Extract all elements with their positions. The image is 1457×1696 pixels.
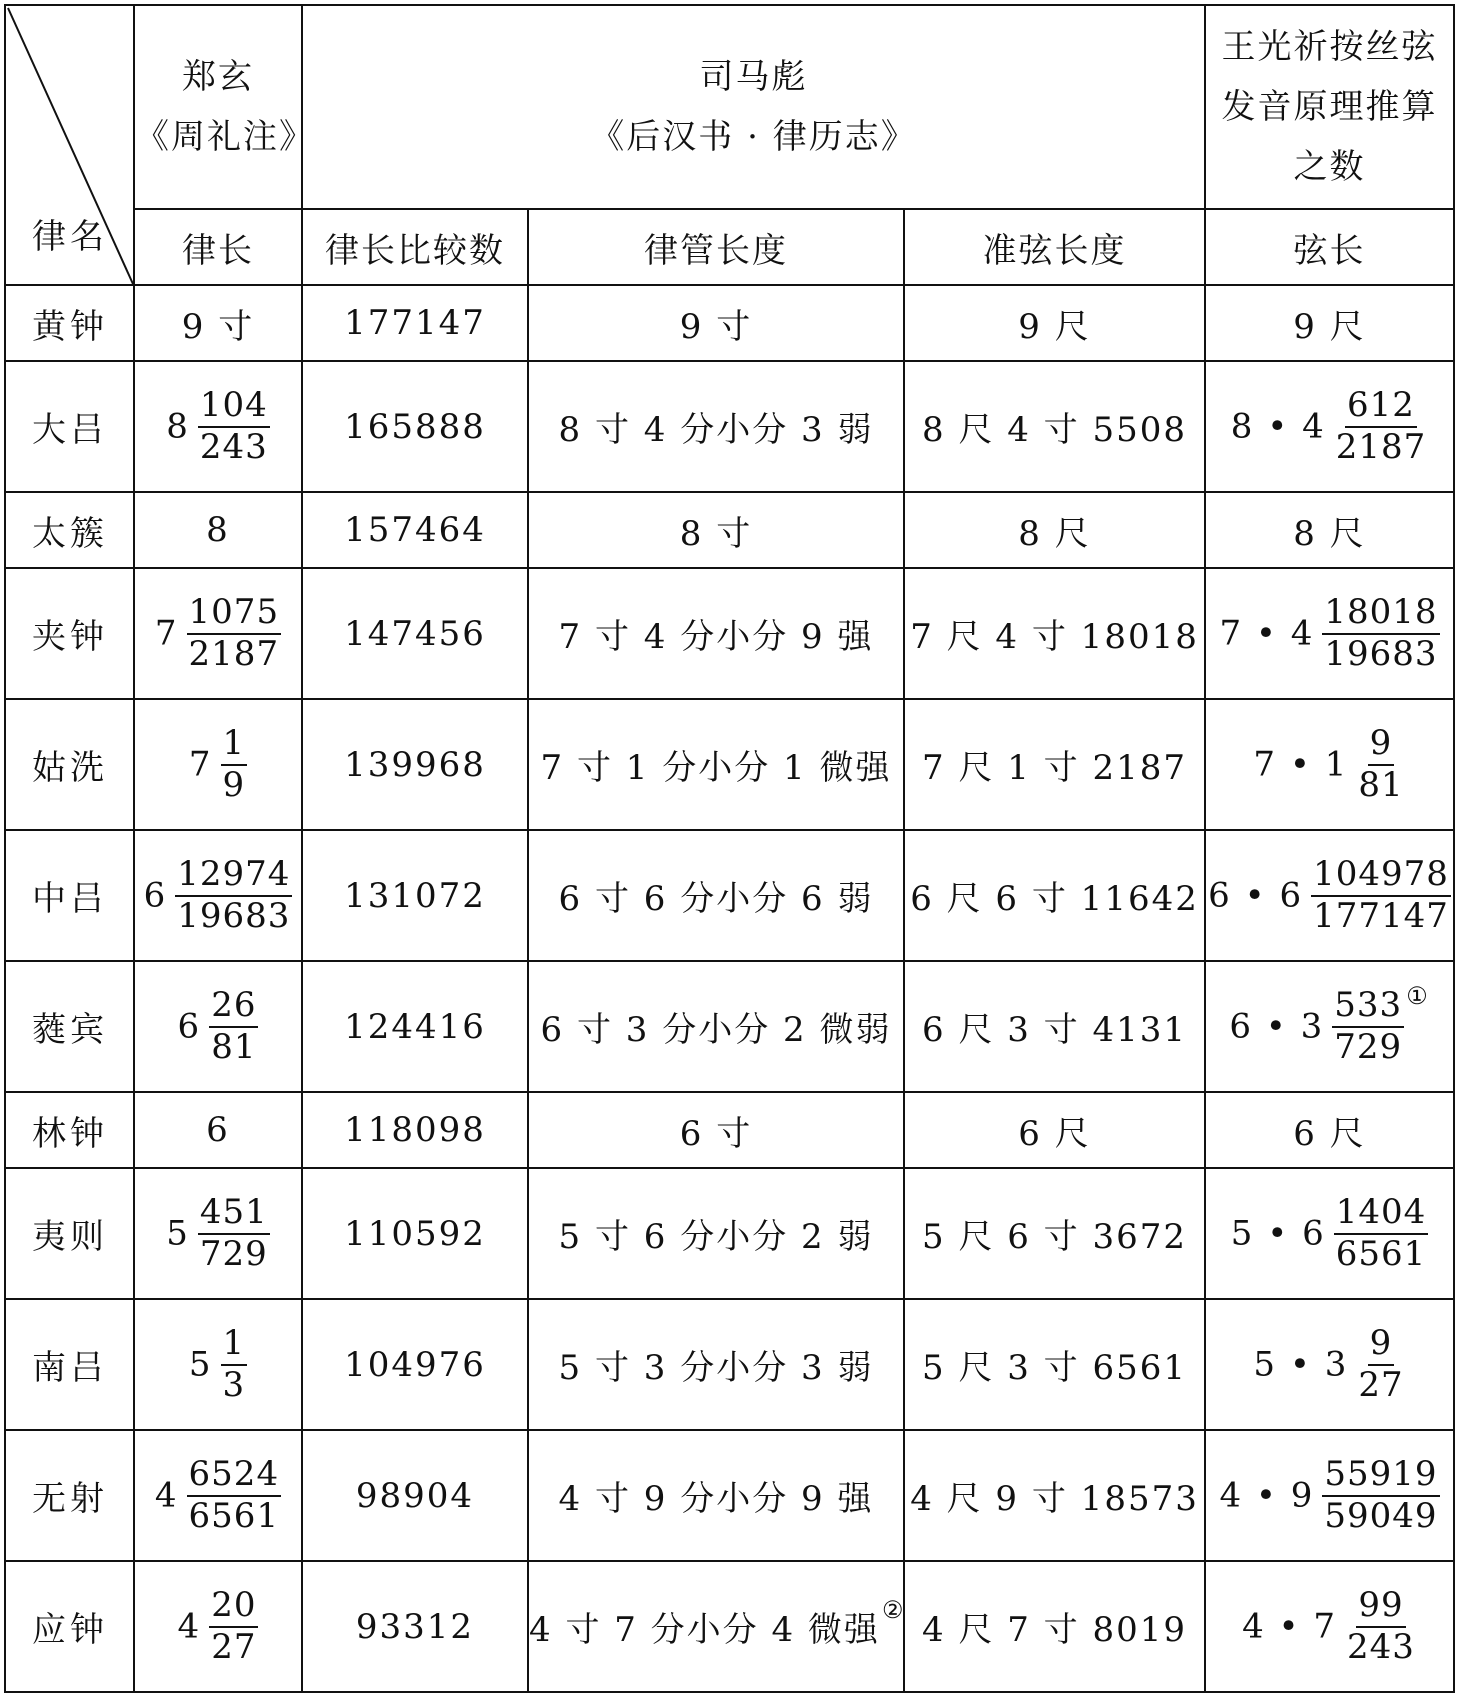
integer-part: 8 [166, 406, 190, 447]
wang-string-length-cell [1205, 568, 1454, 699]
fraction [1311, 853, 1451, 936]
fraction [209, 984, 258, 1067]
string-length-cell: 7 尺 1 寸 2187 [904, 699, 1205, 830]
zheng-lu-length-cell [134, 1168, 302, 1299]
fraction-numerator: 6524 [187, 1457, 282, 1497]
wang-string-length-cell [1205, 1299, 1454, 1430]
cell-value: 6 [206, 1110, 230, 1150]
fraction [198, 384, 270, 467]
lu-name-cell: 夷则 [5, 1168, 134, 1299]
lu-name-cell: 林钟 [5, 1092, 134, 1168]
fraction-denominator: 59049 [1324, 1495, 1438, 1536]
lu-name-cell: 夹钟 [5, 568, 134, 699]
table-row [5, 568, 1454, 699]
ratio-cell: 110592 [302, 1168, 528, 1299]
header-wang-line-1: 王光祈按丝弦 [1221, 27, 1438, 67]
pipe-length-cell: 6 寸 3 分小分 2 微弱 [528, 961, 904, 1092]
zheng-lu-length-cell [134, 1561, 302, 1692]
header-zheng-xuan [134, 5, 315, 209]
header-zheng-source: 《周礼注》 [135, 117, 315, 157]
ratio-cell: 147456 [302, 568, 528, 699]
header-sima-name: 司马彪 [699, 57, 808, 97]
fraction-denominator: 2187 [1335, 426, 1427, 467]
integer-part: 6 • 6 [1208, 875, 1304, 916]
fraction [221, 1322, 248, 1405]
fraction-numerator: 533 [1332, 988, 1404, 1028]
table-row [5, 361, 1454, 492]
cell-value: 4 寸 7 分小分 4 微强 [529, 1610, 880, 1650]
string-length-cell: 6 尺 6 寸 11642 [904, 830, 1205, 961]
fraction [1345, 1584, 1417, 1667]
lu-name-cell: 应钟 [5, 1561, 134, 1692]
pipe-length-cell: 7 寸 1 分小分 1 微强 [528, 699, 904, 830]
wang-string-length-cell [1205, 492, 1454, 568]
header-sima-biao [302, 5, 1205, 209]
subheader-lu-length: 律长 [134, 209, 302, 285]
integer-part: 5 • 3 [1253, 1344, 1349, 1385]
table-row [5, 830, 1454, 961]
fraction-numerator: 612 [1345, 388, 1417, 428]
fraction [187, 1453, 282, 1536]
header-zheng-name: 郑玄 [182, 57, 254, 97]
string-length-cell: 8 尺 4 寸 5508 [904, 361, 1205, 492]
fraction-numerator: 1075 [187, 595, 282, 635]
header-wang-line-3: 之数 [1293, 147, 1366, 187]
cell-value: 9 尺 [1293, 306, 1366, 347]
header-row-2 [5, 209, 1454, 285]
fraction-denominator: 6561 [188, 1495, 280, 1536]
fraction-numerator: 1 [221, 726, 248, 766]
pipe-length-cell: 6 寸 [528, 1092, 904, 1168]
fraction [209, 1584, 258, 1667]
integer-part: 4 • 9 [1219, 1475, 1315, 1516]
table-row [5, 492, 1454, 568]
integer-part: 4 • 7 [1242, 1606, 1338, 1647]
pipe-length-cell: 5 寸 6 分小分 2 弱 [528, 1168, 904, 1299]
table-row [5, 1092, 1454, 1168]
zheng-lu-length-cell [134, 285, 302, 361]
table-row [5, 1299, 1454, 1430]
fraction-denominator: 19683 [1324, 633, 1438, 674]
integer-part: 5 [188, 1344, 213, 1385]
lu-name-cell: 黄钟 [5, 285, 134, 361]
fraction [1332, 984, 1404, 1067]
fraction-numerator: 55919 [1322, 1457, 1439, 1497]
header-row-1 [5, 5, 1454, 209]
fraction-denominator: 243 [199, 426, 268, 467]
subheader-string-length: 准弦长度 [904, 209, 1205, 285]
wang-string-length-cell [1205, 285, 1454, 361]
cell-value: 8 [206, 510, 230, 550]
zheng-lu-length-cell [134, 492, 302, 568]
fraction-numerator: 1404 [1334, 1195, 1429, 1235]
ratio-cell: 165888 [302, 361, 528, 492]
wang-string-length-cell [1205, 699, 1454, 830]
zheng-lu-length-cell [134, 1092, 302, 1168]
fraction-denominator: 9 [222, 764, 246, 805]
lu-length-table [4, 4, 1455, 1693]
fraction-numerator: 104978 [1311, 857, 1451, 897]
integer-part: 4 [154, 1475, 179, 1516]
cell-value: 8 尺 [1293, 513, 1366, 554]
ratio-cell: 124416 [302, 961, 528, 1092]
fraction-numerator: 104 [198, 388, 270, 428]
string-length-cell: 6 尺 3 寸 4131 [904, 961, 1205, 1092]
ratio-cell: 118098 [302, 1092, 528, 1168]
fraction-denominator: 81 [211, 1026, 257, 1067]
wang-string-length-cell [1205, 830, 1454, 961]
fraction-denominator: 729 [1334, 1026, 1403, 1067]
wang-string-length-cell [1205, 1092, 1454, 1168]
wang-string-length-cell [1205, 1168, 1454, 1299]
footnote-marker: ② [881, 1596, 906, 1624]
fraction-numerator: 99 [1356, 1588, 1405, 1628]
fraction-numerator: 451 [198, 1195, 270, 1235]
integer-part: 5 • 6 [1230, 1213, 1326, 1254]
corner-header-cell [5, 5, 134, 285]
fraction [175, 853, 292, 936]
header-wang-line-2: 发音原理推算 [1221, 87, 1438, 127]
ratio-cell: 157464 [302, 492, 528, 568]
lu-name-cell: 南吕 [5, 1299, 134, 1430]
string-length-cell: 9 尺 [904, 285, 1205, 361]
integer-part: 7 • 4 [1219, 613, 1315, 654]
fraction-numerator: 12974 [175, 857, 292, 897]
lu-name-cell: 大吕 [5, 361, 134, 492]
fraction-denominator: 81 [1358, 764, 1404, 805]
string-length-cell: 5 尺 3 寸 6561 [904, 1299, 1205, 1430]
pipe-length-cell: 8 寸 4 分小分 3 弱 [528, 361, 904, 492]
fraction-denominator: 2187 [188, 633, 280, 674]
pipe-length-cell [528, 1561, 904, 1692]
fraction-denominator: 6561 [1335, 1233, 1427, 1274]
ratio-cell: 93312 [302, 1561, 528, 1692]
fraction [1334, 1191, 1429, 1274]
fraction-numerator: 9 [1368, 1326, 1395, 1366]
zheng-lu-length-cell [134, 568, 302, 699]
ratio-cell: 98904 [302, 1430, 528, 1561]
string-length-cell: 4 尺 9 寸 18573 [904, 1430, 1205, 1561]
integer-part: 6 [177, 1006, 202, 1047]
pipe-length-cell: 7 寸 4 分小分 9 强 [528, 568, 904, 699]
table-row [5, 1168, 1454, 1299]
string-length-cell: 6 尺 [904, 1092, 1205, 1168]
string-length-cell: 5 尺 6 寸 3672 [904, 1168, 1205, 1299]
subheader-ratio: 律长比较数 [302, 209, 528, 285]
integer-part: 7 • 1 [1253, 744, 1349, 785]
fraction-denominator: 243 [1347, 1626, 1415, 1667]
header-sima-source: 《后汉书 · 律历志》 [590, 117, 917, 157]
zheng-lu-length-cell [134, 961, 302, 1092]
zheng-lu-length-cell [134, 361, 302, 492]
integer-part: 5 [166, 1213, 190, 1254]
integer-part: 7 [188, 744, 213, 785]
pipe-length-cell: 6 寸 6 分小分 6 弱 [528, 830, 904, 961]
string-length-cell: 4 尺 7 寸 8019 [904, 1561, 1205, 1692]
lu-name-cell: 姑洗 [5, 699, 134, 830]
table-row [5, 1430, 1454, 1561]
fraction-numerator: 1 [221, 1326, 248, 1366]
zheng-lu-length-cell [134, 830, 302, 961]
fraction [198, 1191, 270, 1274]
cell-value: 9 寸 [181, 306, 255, 347]
wang-string-length-cell [1205, 361, 1454, 492]
fraction-denominator: 19683 [177, 895, 291, 936]
corner-label: 律名 [32, 217, 108, 257]
fraction-denominator: 3 [222, 1364, 246, 1405]
zheng-lu-length-cell [134, 1430, 302, 1561]
fraction-numerator: 26 [209, 988, 258, 1028]
fraction-numerator: 9 [1368, 726, 1395, 766]
lu-name-cell: 蕤宾 [5, 961, 134, 1092]
fraction [1322, 591, 1439, 674]
integer-part: 6 [143, 875, 168, 916]
fraction [1322, 1453, 1439, 1536]
zheng-lu-length-cell [134, 1299, 302, 1430]
fraction-denominator: 729 [199, 1233, 268, 1274]
fraction-denominator: 27 [211, 1626, 257, 1667]
ratio-cell: 104976 [302, 1299, 528, 1430]
string-length-cell: 8 尺 [904, 492, 1205, 568]
pipe-length-cell: 5 寸 3 分小分 3 弱 [528, 1299, 904, 1430]
integer-part: 7 [154, 613, 179, 654]
fraction-numerator: 20 [209, 1588, 258, 1628]
fraction-denominator: 27 [1358, 1364, 1404, 1405]
ratio-cell: 177147 [302, 285, 528, 361]
pipe-length-cell: 4 寸 9 分小分 9 强 [528, 1430, 904, 1561]
fraction-denominator: 177147 [1313, 895, 1449, 936]
zheng-lu-length-cell [134, 699, 302, 830]
integer-part: 4 [177, 1606, 202, 1647]
table-row [5, 961, 1454, 1092]
string-length-cell: 7 尺 4 寸 18018 [904, 568, 1205, 699]
pipe-length-cell: 8 寸 [528, 492, 904, 568]
table-row [5, 699, 1454, 830]
ratio-cell: 139968 [302, 699, 528, 830]
fraction [1334, 384, 1429, 467]
ratio-cell: 131072 [302, 830, 528, 961]
lu-name-cell: 中吕 [5, 830, 134, 961]
integer-part: 6 • 3 [1229, 1006, 1325, 1047]
fraction [221, 722, 248, 805]
pipe-length-cell: 9 寸 [528, 285, 904, 361]
fraction-numerator: 18018 [1322, 595, 1439, 635]
wang-string-length-cell [1205, 1430, 1454, 1561]
header-wang-guangqi [1205, 5, 1454, 209]
fraction [187, 591, 282, 674]
lu-name-cell: 太簇 [5, 492, 134, 568]
footnote-marker: ① [1406, 981, 1430, 1010]
table-row [5, 1561, 1454, 1692]
integer-part: 8 • 4 [1230, 406, 1326, 447]
fraction [1356, 722, 1405, 805]
wang-string-length-cell [1205, 961, 1454, 1092]
lu-name-cell: 无射 [5, 1430, 134, 1561]
table-row [5, 285, 1454, 361]
subheader-pipe-length: 律管长度 [528, 209, 904, 285]
fraction [1356, 1322, 1405, 1405]
wang-string-length-cell [1205, 1561, 1454, 1692]
subheader-wang-string-length: 弦长 [1205, 209, 1454, 285]
cell-value: 6 尺 [1293, 1113, 1366, 1154]
